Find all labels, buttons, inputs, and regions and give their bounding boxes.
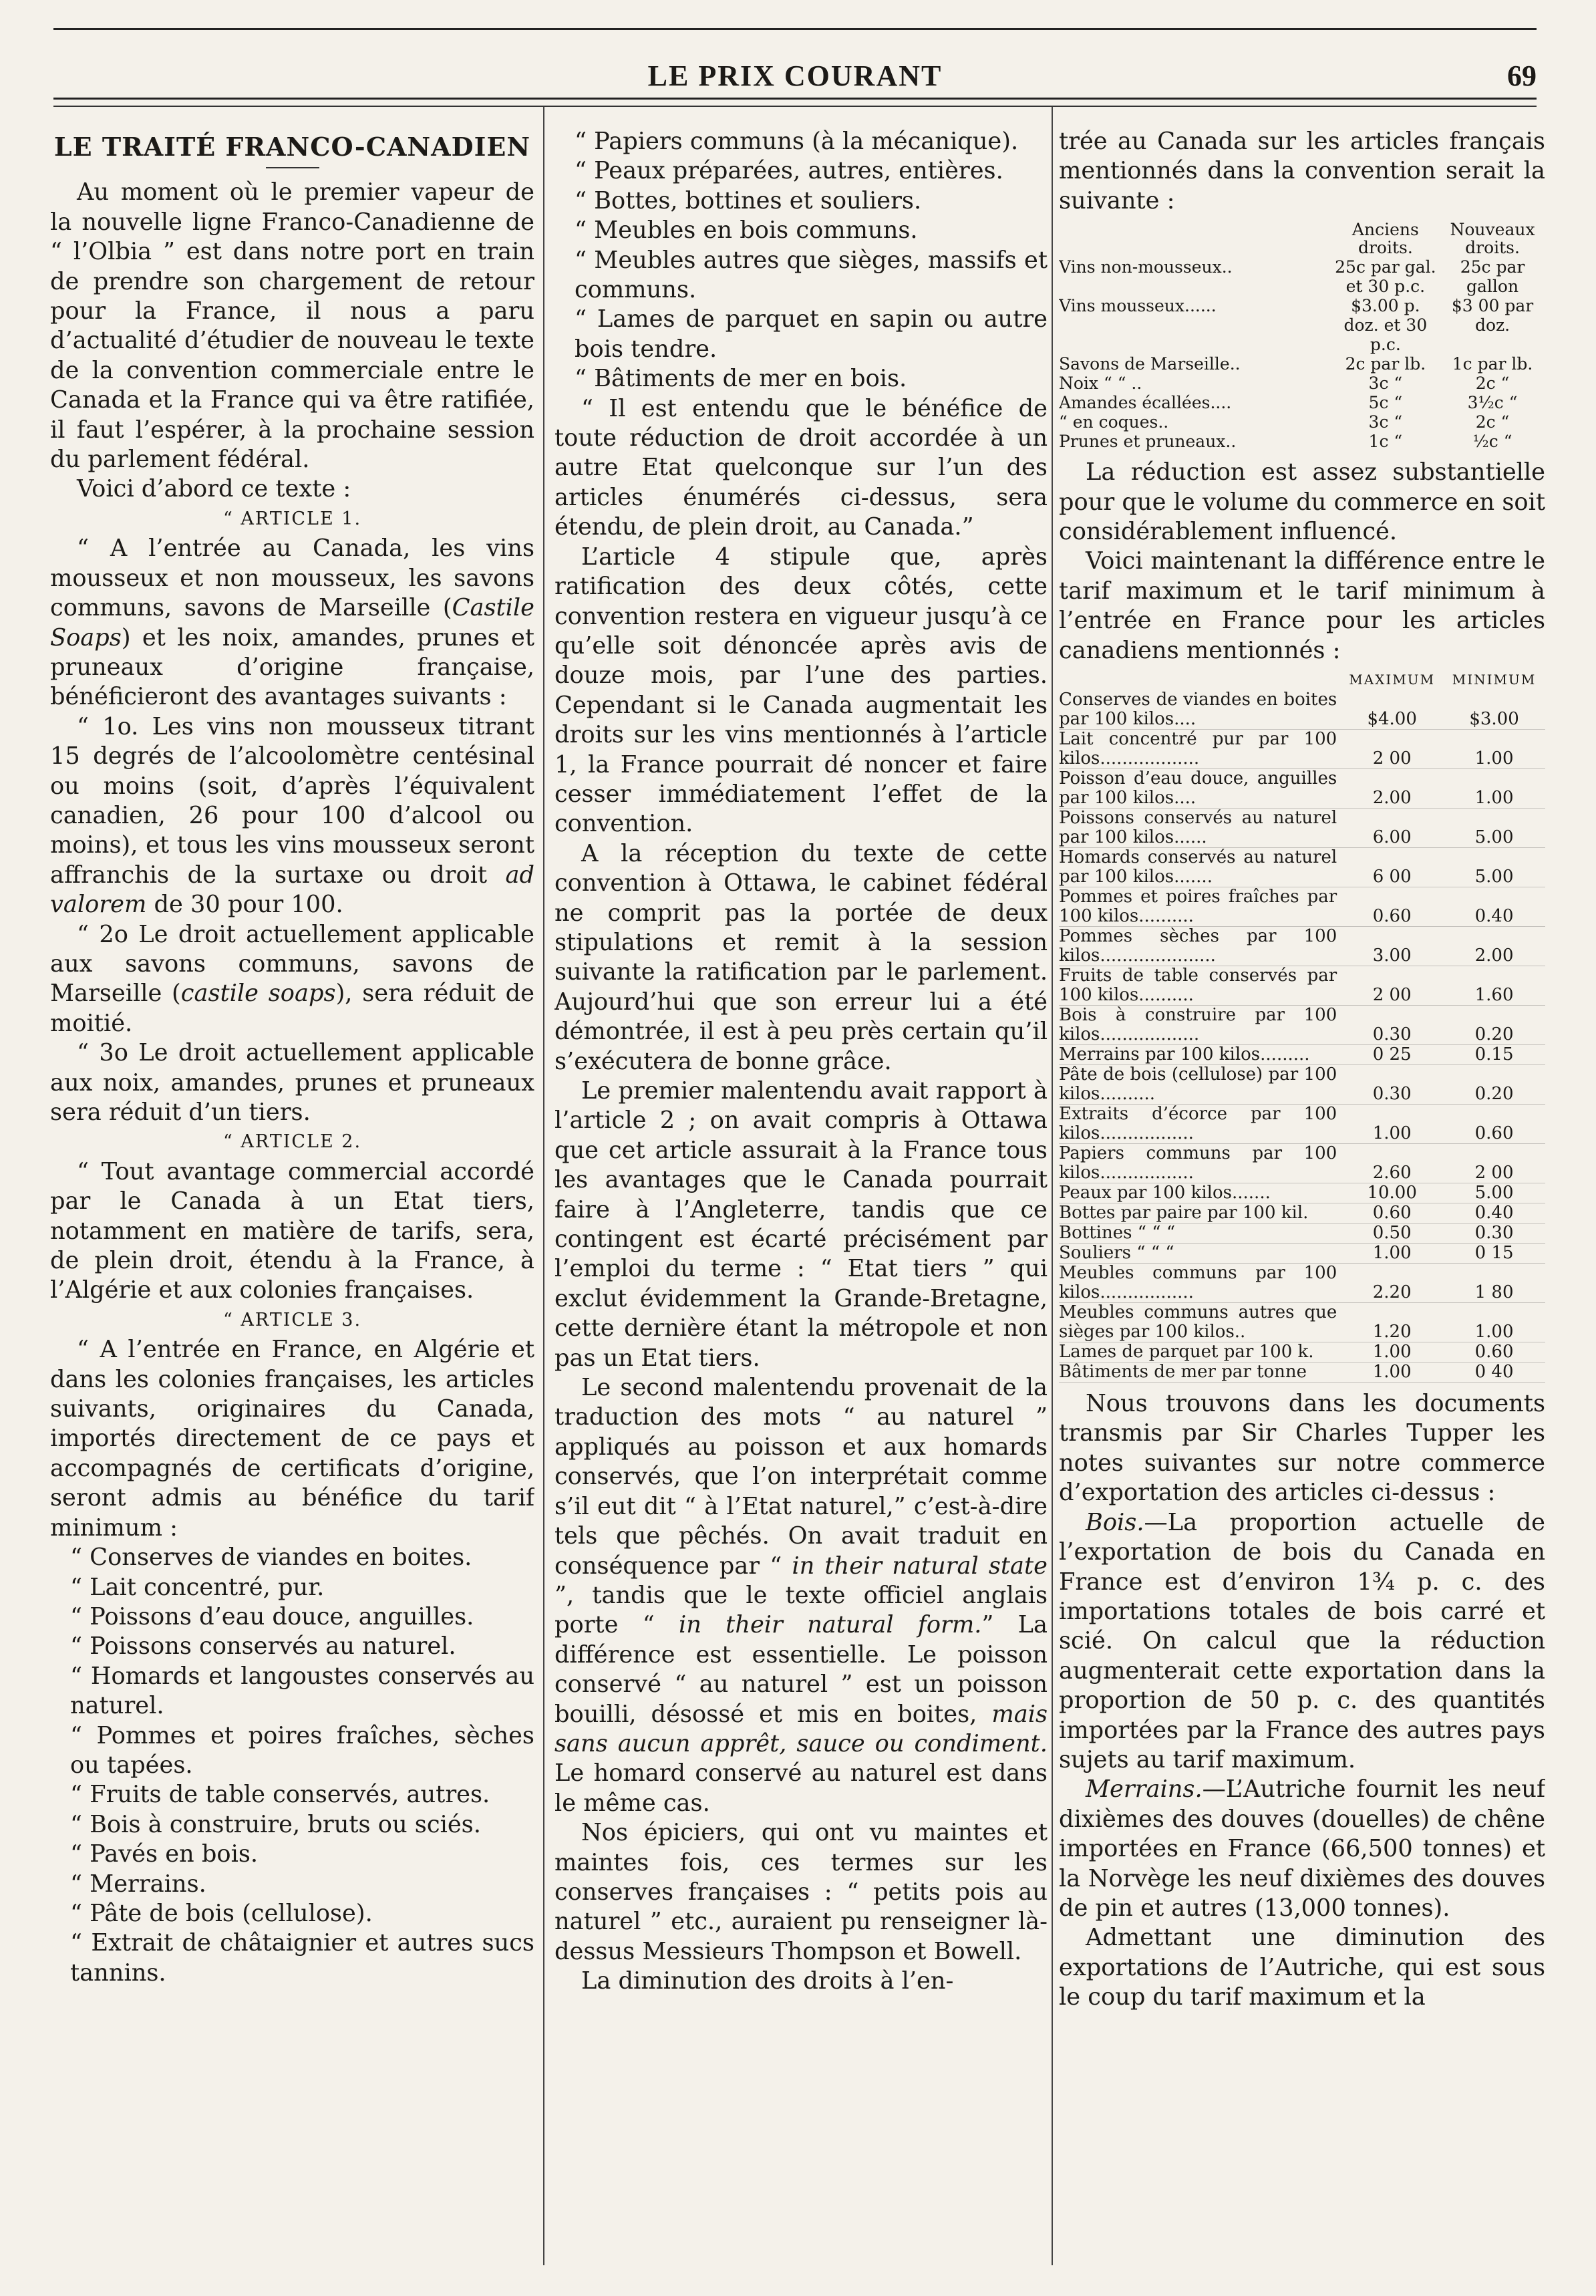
table-cell-value: 5.00 [1443,848,1545,887]
table-row [1059,412,1545,432]
table-cell-value: $3.00 [1443,690,1545,730]
list-item: “ Papiers communs (à la mécanique). [575,128,1019,155]
table-cell-item: “ en coques.. [1059,412,1169,432]
table-cell-item: Bâtiments de mer par tonne [1059,1362,1341,1383]
table-cell-item: Merrains par 100 kilos......... [1059,1045,1341,1065]
table-cell-value: 1.00 [1341,1244,1443,1264]
table-row [1059,966,1545,1006]
header-rule-double [53,106,1537,107]
article-heading: LE TRAITÉ FRANCO-CANADIEN [53,132,531,162]
table-cell-value: 0.50 [1341,1224,1443,1244]
list-item: “ Merrains. [70,1870,206,1898]
table-cell-item: Poissons conservés au naturel par 100 kilos...... [1059,809,1341,848]
list-item: “ Bâtiments de mer en bois. [575,365,907,393]
table-cell-value: 3½c “ [1467,393,1518,413]
article-1-title: “ ARTICLE 1. [222,508,362,529]
article-1-clause-2: “ 2o Le droit actuellement applicable aux savons communs, savons de Marseille (castile soaps), sera réduit de moitié. [50,920,534,1037]
article-2-title: “ ARTICLE 2. [222,1131,362,1153]
table-header: MAXIMUM [1349,672,1436,688]
table-row [1059,354,1545,374]
table-cell-value: 5c “ [1368,393,1403,413]
table-cell-value: 2.20 [1341,1264,1443,1303]
column-2 [554,127,1048,2255]
table-header: Nouveaux droits. [1450,220,1535,258]
page-number: 69 [1507,59,1537,92]
table-cell-value: 0 15 [1443,1244,1545,1264]
paragraph-merrains: Merrains.—L’Autriche fournit les neuf dixièmes des douves (douelles) de chêne importées en France (66,500 tonnes) et la Norvège les neuf dixièmes des douves de pin et autres (13,000 tonnes). [1059,1775,1545,1922]
table-cell-value: 2.60 [1341,1144,1443,1183]
paragraph-diminution: La diminution des droits à l’en- [581,1967,954,1995]
table-cell-value: 2c “ [1475,412,1510,432]
list-item: “ Pâte de bois (cellulose). [70,1899,373,1927]
table-cell-item: Bottes par paire par 100 kil. [1059,1203,1341,1224]
table-cell-value: 1.20 [1341,1303,1443,1342]
table-cell-value: 0.20 [1443,1006,1545,1045]
article-2-paragraph: “ Tout avantage commercial accordé par le Canada à un Etat tiers, notamment en matière de tarifs, sera, de plein droit, étendu à la France, à l’Algérie et aux colonies françaises. [50,1157,534,1304]
paragraph-malentendu-2: Le second malentendu provenait de la traduction des mots “ au naturel ” appliqués au poisson et aux homards conservés, que l’on interprétait comme s’il eut dit “ à l’Etat naturel,” c’est-à-dire tels que pêchés. On avait traduit en conséquence par “ in their natural state ”, tandis que le texte officiel anglais porte “ in their natural form.” La différence est essentielle. Le poisson conservé “ au naturel ” est un poisson bouilli, désossé et mis en boites, mais sans aucun apprêt, sauce ou condiment. Le homard conservé au naturel est dans le même cas. [554,1374,1048,1817]
table-cell-value: 0.30 [1341,1006,1443,1045]
table-cell-value: 25c par gallon [1460,257,1525,297]
duties-table [1059,220,1545,451]
table-cell-value: 1.00 [1443,730,1545,769]
list-item: “ Conserves de viandes en boites. [70,1544,472,1572]
table-row [1059,393,1545,412]
table-cell-item: Pommes sèches par 100 kilos..................... [1059,927,1341,966]
table-cell-item: Lait concentré pur par 100 kilos.................. [1059,730,1341,769]
column-divider-2 [1052,107,1053,2265]
page-title: LE PRIX COURANT [647,59,943,92]
heading-rule [266,167,319,168]
table-row [1059,848,1545,887]
table-cell-item: Prunes et pruneaux.. [1059,432,1237,452]
table-row [1059,1006,1545,1045]
table-cell-item: Bottines “ “ “ [1059,1224,1341,1244]
table-cell-item: Fruits de table conservés par 100 kilos.......... [1059,966,1341,1006]
table-cell-value: 3.00 [1341,927,1443,966]
table-cell-value: 0.30 [1341,1065,1443,1105]
table-cell-value: 2c “ [1475,374,1510,394]
table-cell-value: 2 00 [1341,730,1443,769]
table-row [1059,257,1545,296]
table-cell-value: 10.00 [1341,1183,1443,1203]
list-item: “ Lait concentré, pur. [70,1573,325,1601]
table-cell-value: 0 40 [1443,1362,1545,1383]
article-1-clause-1: “ 1o. Les vins non mousseux titrant 15 degrés de l’alcoolomètre centésinal ou moins (soit, d’après l’équivalent canadien, 26 pour 100 d’alcool ou moins), et tous les vins mousseux seront affranchis de la surtaxe ou droit ad valorem de 30 pour 100. [50,712,534,919]
table-row [1059,1105,1545,1144]
table-row [1059,374,1545,393]
paragraph-nous-trouvons: Nous trouvons dans les documents transmis par Sir Charles Tupper les notes suivantes sur notre commerce d’exportation des articles ci-dessus : [1059,1390,1545,1507]
paragraph-bois: Bois.—La proportion actuelle de l’exportation de bois du Canada en France est d’environ 1¾ p. c. des importations totales de bois carré et scié. On calcul que la réduction augmenterait cette exportation dans la proportion de 50 p. c. des quantités importées par la France des autres pays sujets au tarif maximum. [1059,1508,1545,1773]
table-cell-value: 2.00 [1443,927,1545,966]
paragraph-admettant: Admettant une diminution des exportations de l’Autriche, qui est sous le coup du tarif maximum et la [1059,1924,1545,2011]
table-cell-value: 1.00 [1341,1362,1443,1383]
table-cell-value: 1.00 [1443,769,1545,809]
table-cell-item: Savons de Marseille.. [1059,354,1241,374]
column-3 [1059,127,1545,2255]
table-cell-value: 1.00 [1341,1342,1443,1362]
table-cell-value: 1.00 [1443,1303,1545,1342]
table-row [1059,1342,1545,1362]
table-cell-item: Vins mousseux...... [1059,296,1217,316]
tariff-table [1059,670,1545,1383]
table-header: Anciens droits. [1351,220,1419,258]
table-cell-value: 0.60 [1341,1203,1443,1224]
table-cell-value: 25c par gal. et 30 p.c. [1335,257,1436,297]
table-header: MINIMUM [1452,672,1537,688]
table-row [1059,809,1545,848]
paragraph-entree: trée au Canada sur les articles français mentionnés dans la convention serait la suivante : [1059,128,1545,214]
list-item: “ Bois à construire, bruts ou sciés. [70,1810,481,1838]
table-row [1059,1303,1545,1342]
table-row [1059,730,1545,769]
paragraph-epiciers: Nos épiciers, qui ont vu maintes et maintes fois, ces termes sur les conserves françaises : “ petits pois au naturel ” etc., auraient pu renseigner là-dessus Messieurs Thompson et Bowell. [554,1819,1048,1965]
table-header [1059,670,1341,690]
page-header [53,53,1537,100]
paragraph-reception: A la réception du texte de cette convention à Ottawa, le cabinet fédéral ne comprit pas la portée de deux stipulations et remit à la session suivante la ratification par le parlement. Aujourd’hui que son erreur lui a été démontrée, il est à peu près certain qu’il s’exécutera de bonne grâce. [554,839,1048,1075]
table-cell-item: Peaux par 100 kilos....... [1059,1183,1341,1203]
table-row [1059,690,1545,730]
table-cell-item: Papiers communs par 100 kilos................. [1059,1144,1341,1183]
table-cell-item: Amandes écallées.... [1059,393,1232,413]
table-cell-value: 2 00 [1443,1144,1545,1183]
table-cell-value: 1.60 [1443,966,1545,1006]
table-cell-item: Homards conservés au naturel par 100 kilos....... [1059,848,1341,887]
table-header [1059,220,1331,257]
table-header-row [1059,670,1545,690]
table-cell-value: 0.15 [1443,1045,1545,1065]
table-row [1059,1045,1545,1065]
table-cell-item: Meubles communs par 100 kilos................. [1059,1264,1341,1303]
list-item: “ Poissons conservés au naturel. [70,1632,456,1661]
table-row [1059,1224,1545,1244]
table-cell-item: Noix “ “ .. [1059,374,1142,394]
table-cell-value: 6 00 [1341,848,1443,887]
paragraph-intro: Au moment où le premier vapeur de la nouvelle ligne Franco-Canadienne de “ l’Olbia ” est dans notre port en train de prendre son chargement de retour pour la France, il nous a paru d’actualité d’étudier de nouveau le texte de la convention commerciale entre le Canada et la France qui va être ratifiée, il faut l’espérer, à la prochaine session du parlement fédéral. [50,178,534,474]
paragraph-malentendu-1: Le premier malentendu avait rapport à l’article 2 ; on avait compris à Ottawa que cet article assurait à la France tous les avantages que le Canada pourrait faire à l’Angleterre, tandis que ce contingent est écarté précisément par l’emploi du terme : “ Etat tiers ” qui exclut évidemment la Grande-Bretagne, cette dernière étant la métropole et non pas un Etat tiers. [554,1077,1048,1372]
table-row [1059,296,1545,354]
table-cell-value: 0.30 [1443,1224,1545,1244]
table-row [1059,1144,1545,1183]
table-cell-item: Pâte de bois (cellulose) par 100 kilos.......... [1059,1065,1341,1105]
table-cell-value: $3 00 par doz. [1451,296,1534,335]
table-cell-item: Pommes et poires fraîches par 100 kilos.......... [1059,887,1341,927]
list-item: “ Pavés en bois. [70,1840,259,1868]
list-item: “ Bottes, bottines et souliers. [575,186,922,214]
table-cell-value: ½c “ [1472,432,1512,452]
table-cell-value: 6.00 [1341,809,1443,848]
table-row [1059,1203,1545,1224]
list-item: “ Poissons d’eau douce, anguilles. [70,1602,474,1630]
table-cell-item: Meubles communs autres que sièges par 100 kilos.. [1059,1303,1341,1342]
table-cell-item: Extraits d’écorce par 100 kilos................. [1059,1105,1341,1144]
list-item: “ Pommes et poires fraîches, sèches ou tapées. [70,1721,534,1779]
table-cell-value: 5.00 [1443,1183,1545,1203]
table-cell-value: 2 00 [1341,966,1443,1006]
column-1 [50,127,534,2255]
list-item: “ Fruits de table conservés, autres. [70,1781,490,1809]
table-cell-value: 0 25 [1341,1045,1443,1065]
table-cell-value: 0.60 [1443,1342,1545,1362]
table-row [1059,1065,1545,1105]
table-cell-value: 0.20 [1443,1065,1545,1105]
table-cell-value: 2.00 [1341,769,1443,809]
paragraph-entendu: “ Il est entendu que le bénéfice de toute réduction de droit accordée à un autre Etat quelconque sur l’un des articles énumérés ci-dessus, sera étendu, de plein droit, au Canada.” [554,394,1048,541]
table-cell-value: 1.00 [1341,1105,1443,1144]
table-row [1059,927,1545,966]
table-row [1059,1183,1545,1203]
list-item: “ Homards et langoustes conservés au naturel. [70,1662,534,1720]
table-cell-value: 3c “ [1368,412,1403,432]
article-3-paragraph: “ A l’entrée en France, en Algérie et dans les colonies françaises, les articles suivants, originaires du Canada, importés directement de ce pays et accompagnés de certificats d’origine, seront admis au bénéfice du tarif minimum : [50,1336,534,1542]
top-rule [53,28,1537,30]
paragraph-voici-maintenant: Voici maintenant la différence entre le tarif maximum et le tarif minimum à l’entrée en France pour les articles canadiens mentionnés : [1059,547,1545,664]
table-cell-value: 0.60 [1341,887,1443,927]
table-row [1059,887,1545,927]
table-cell-value: 0.40 [1443,887,1545,927]
table-row [1059,1362,1545,1383]
article-1-paragraph: “ A l’entrée au Canada, les vins mousseux et non mousseux, les savons communs, savons de Marseille (Castile Soaps) et les noix, amandes, prunes et pruneaux d’origine française, bénéficieront des avantages suivants : [50,535,534,711]
table-cell-value: 1c par lb. [1452,354,1533,374]
table-cell-item: Lames de parquet par 100 k. [1059,1342,1341,1362]
paragraph-reduction: La réduction est assez substantielle pour que le volume du commerce en soit considérablement influencé. [1059,458,1545,546]
table-cell-value: 0.40 [1443,1203,1545,1224]
list-item: “ Peaux préparées, autres, entières. [575,157,1003,185]
table-cell-item: Poisson d’eau douce, anguilles par 100 kilos.... [1059,769,1341,809]
table-cell-value: 5.00 [1443,809,1545,848]
column-divider-1 [543,107,544,2265]
table-row [1059,1244,1545,1264]
table-cell-item: Conserves de viandes en boites par 100 kilos.... [1059,690,1341,730]
table-cell-value: $4.00 [1341,690,1443,730]
table-cell-value: 1c “ [1368,432,1403,452]
table-cell-value: 2c par lb. [1345,354,1426,374]
paragraph-article-4: L’article 4 stipule que, après ratification des deux côtés, cette convention restera en vigueur jusqu’à ce qu’elle soit dénoncée après avis de douze mois, par l’une des parties. Cependant si le Canada augmentait les droits sur les vins mentionnés à l’article 1, la France pourrait dé noncer et faire cesser immédiatement l’effet de la convention. [554,543,1048,838]
article-1-clause-3: “ 3o Le droit actuellement applicable aux noix, amandes, prunes et pruneaux sera réduit d’un tiers. [50,1039,534,1126]
table-cell-item: Vins non-mousseux.. [1059,257,1233,277]
table-row [1059,769,1545,809]
list-item: “ Meubles autres que sièges, massifs et communs. [575,246,1048,304]
article-3-title: “ ARTICLE 3. [222,1309,362,1330]
paragraph-voici: Voici d’abord ce texte : [77,475,351,503]
table-cell-value: 1 80 [1443,1264,1545,1303]
list-item: “ Lames de parquet en sapin ou autre bois tendre. [575,305,1048,363]
table-cell-value: $3.00 p. doz. et 30 p.c. [1343,296,1428,355]
list-item: “ Extrait de châtaignier et autres sucs tannins. [70,1929,534,1987]
list-item: “ Meubles en bois communs. [575,217,918,245]
table-cell-item: Bois à construire par 100 kilos.................. [1059,1006,1341,1045]
header-rule [53,98,1537,100]
table-cell-value: 0.60 [1443,1105,1545,1144]
table-row [1059,1264,1545,1303]
table-cell-value: 3c “ [1368,374,1403,394]
table-row [1059,432,1545,451]
table-header-row [1059,220,1545,257]
table-cell-item: Souliers “ “ “ [1059,1244,1341,1264]
